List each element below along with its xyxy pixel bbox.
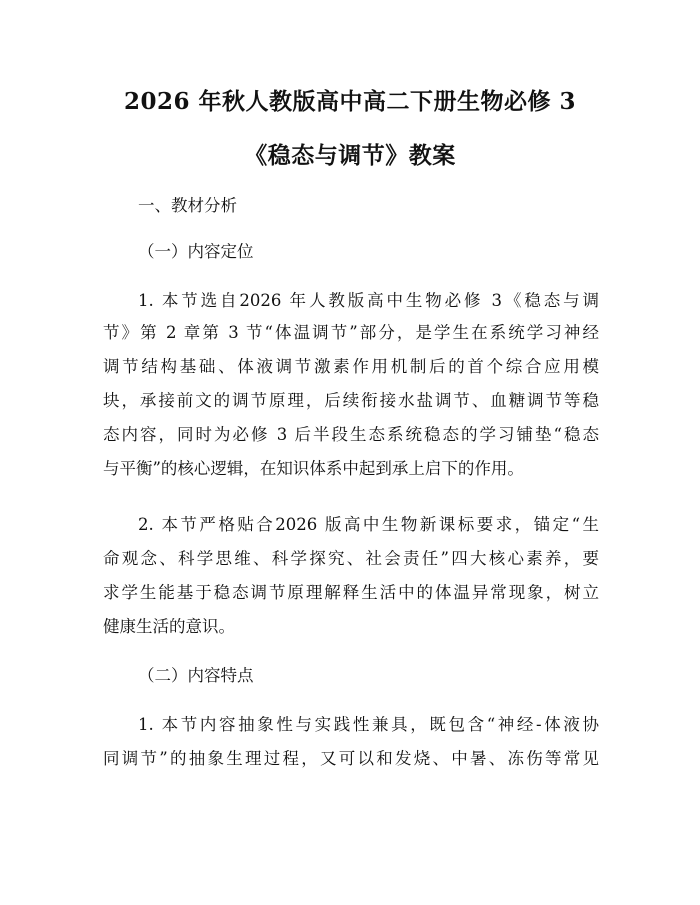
paragraph-line: 2. 本节严格贴合2026 版高中生物新课标要求，锚定“生 (138, 515, 599, 534)
paragraph-line: 1. 本节内容抽象性与实践性兼具，既包含“神经-体液协 (138, 715, 599, 734)
document-title-line-1: 2026 年秋人教版高中高二下册生物必修 3 (123, 88, 577, 115)
paragraph-line: 块，承接前文的调节原理，后续衔接水盐调节、血糖调节等稳 (103, 391, 599, 410)
paragraph-line: 命观念、科学思维、科学探究、社会责任”四大核心素养，要 (103, 549, 599, 568)
subsection-heading-content-features: （二）内容特点 (138, 666, 254, 685)
paragraph-line: 态内容，同时为必修 3 后半段生态系统稳态的学习铺垫“稳态 (103, 425, 599, 444)
subsection-heading-content-positioning: （一）内容定位 (138, 242, 254, 261)
paragraph-line: 1. 本节选自2026 年人教版高中生物必修 3《稳态与调 (138, 291, 599, 310)
paragraph-line: 节》第 2 章第 3 节“体温调节”部分，是学生在系统学习神经 (103, 323, 599, 342)
section-heading-textbook-analysis: 一、教材分析 (138, 196, 237, 215)
paragraph-line: 健康生活的意识。 (103, 617, 235, 636)
paragraph-line: 求学生能基于稳态调节原理解释生活中的体温异常现象，树立 (103, 583, 599, 602)
paragraph-line: 同调节”的抽象生理过程，又可以和发烧、中暑、冻伤等常见 (103, 749, 599, 768)
paragraph-line: 调节结构基础、体液调节激素作用机制后的首个综合应用模 (103, 357, 599, 376)
document-title-line-2: 《稳态与调节》教案 (244, 142, 456, 169)
paragraph-line: 与平衡”的核心逻辑，在知识体系中起到承上启下的作用。 (103, 459, 524, 478)
